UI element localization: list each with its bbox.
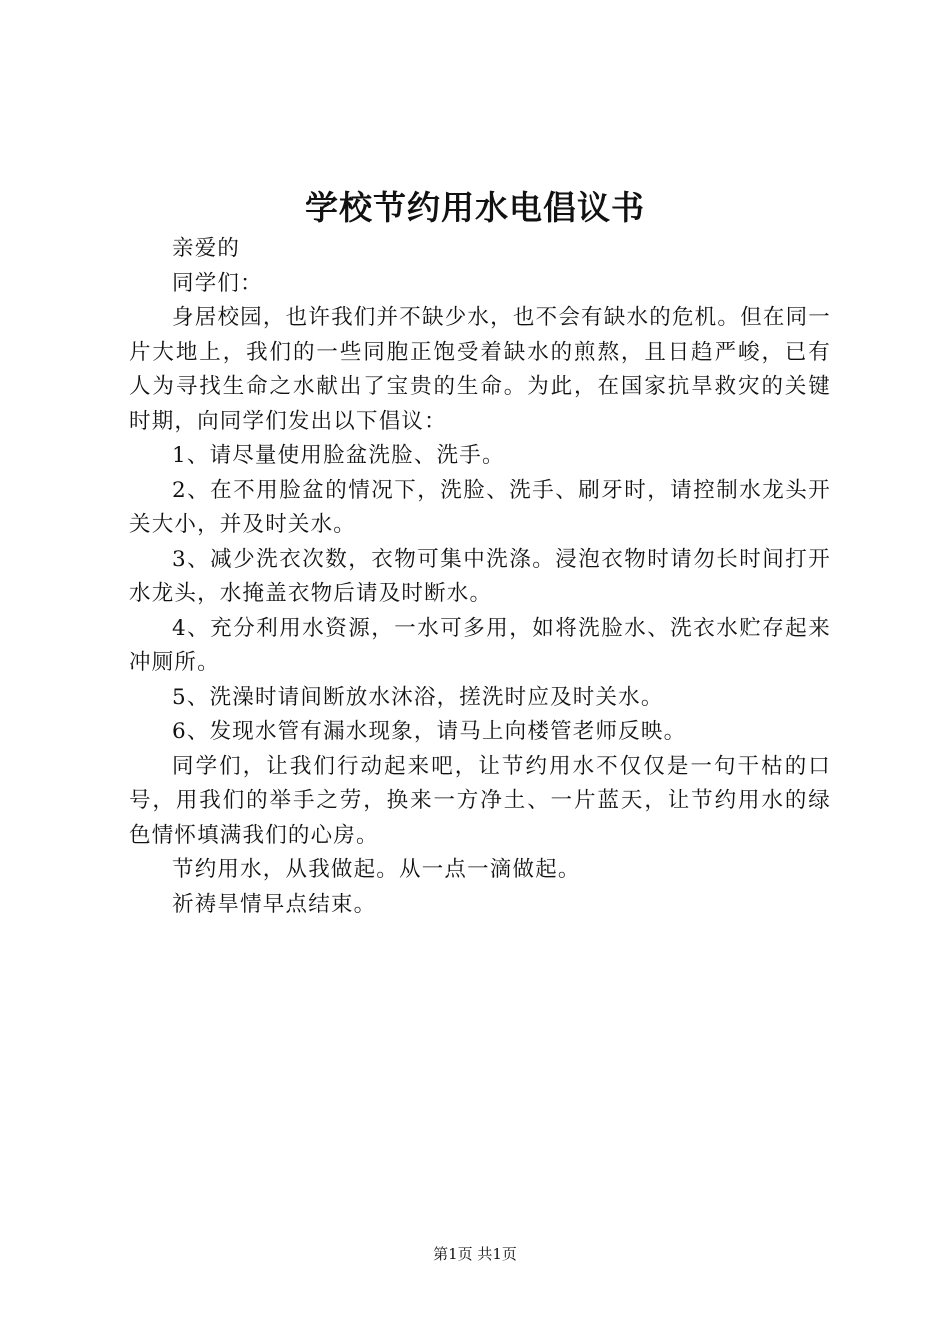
document-title: 学校节约用水电倡议书 — [305, 188, 645, 227]
call-to-action-paragraph: 同学们，让我们行动起来吧，让节约用水不仅仅是一句干枯的口号，用我们的举手之劳，换来一方净土、一片蓝天，让节约用水的绿色情怀填满我们的心房。 — [129, 753, 831, 848]
closing-paragraph: 祈祷旱情早点结束。 — [172, 891, 377, 917]
proposal-item-4: 4、充分利用水资源，一水可多用，如将洗脸水、洗衣水贮存起来冲厕所。 — [129, 615, 831, 675]
proposal-item-5: 5、洗澡时请间断放水沐浴，搓洗时应及时关水。 — [172, 684, 664, 710]
proposal-item-3: 3、减少洗衣次数，衣物可集中洗涤。浸泡衣物时请勿长时间打开水龙头，水掩盖衣物后请及时断水。 — [129, 546, 831, 606]
intro-paragraph: 身居校园，也许我们并不缺少水，也不会有缺水的危机。但在同一片大地上，我们的一些同胞正饱受着缺水的煎熬，且日趋严峻，已有人为寻找生命之水献出了宝贵的生命。为此，在国家抗旱救灾的关键时期，向同学们发出以下倡议： — [129, 305, 831, 434]
document-body — [129, 232, 831, 922]
proposal-item-1: 1、请尽量使用脸盆洗脸、洗手。 — [172, 443, 505, 468]
salutation-line-2: 同学们： — [172, 270, 263, 296]
slogan-paragraph: 节约用水，从我做起。从一点一滴做起。 — [172, 857, 581, 882]
proposal-item-6: 6、发现水管有漏水现象，请马上向楼管老师反映。 — [172, 719, 687, 744]
salutation-line-1: 亲爱的 — [172, 236, 241, 261]
proposal-item-2: 2、在不用脸盆的情况下，洗脸、洗手、刷牙时，请控制水龙头开关大小，并及时关水。 — [129, 477, 831, 537]
page-footer: 第1页 共1页 — [433, 1245, 517, 1263]
